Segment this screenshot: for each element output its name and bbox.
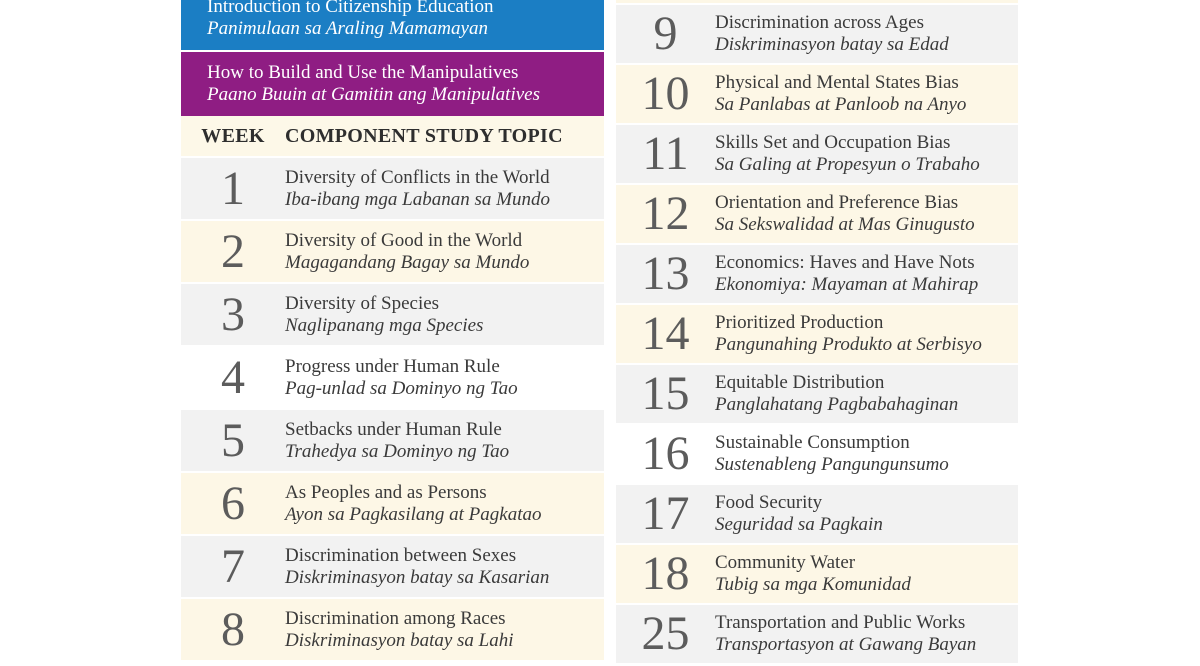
week-number: 3: [221, 287, 245, 341]
week-number: 8: [221, 602, 245, 656]
topic-filipino: Sustenableng Pangungunsumo: [715, 454, 949, 475]
topic-filipino: Sa Galing at Propesyun o Trabaho: [715, 154, 980, 175]
topic-english: Diversity of Species: [285, 292, 440, 314]
table-row: [616, 5, 1018, 63]
table-row: [616, 545, 1018, 603]
table-row: [181, 536, 604, 597]
week-number: 5: [221, 413, 245, 467]
table-header: [181, 116, 604, 156]
topic-filipino: Magagandang Bagay sa Mundo: [285, 251, 530, 273]
table-row: [181, 599, 604, 660]
topic-filipino: Sa Panlabas at Panloob na Anyo: [715, 94, 967, 115]
left-column: [181, 0, 604, 660]
manipulatives-banner-subtitle: Paano Buuin at Gamitin ang Manipulatives: [207, 84, 541, 105]
topic-english: Diversity of Conflicts in the World: [285, 166, 550, 188]
topic-filipino: Naglipanang mga Species: [285, 314, 484, 336]
topic-english: As Peoples and as Persons: [285, 481, 487, 503]
table-row: [181, 221, 604, 282]
topic-english: Equitable Distribution: [715, 372, 885, 393]
topic-column-header: COMPONENT STUDY TOPIC: [285, 124, 563, 147]
topic-english: Discrimination across Ages: [715, 12, 924, 33]
topic-english: Economics: Haves and Have Nots: [715, 252, 975, 273]
table-row: [616, 605, 1018, 663]
week-number: 15: [641, 367, 690, 420]
table-row: [181, 158, 604, 219]
week-number: 1: [221, 161, 245, 215]
week-number: 12: [641, 187, 690, 240]
week-number: 9: [653, 7, 678, 60]
week-number: 4: [221, 350, 245, 404]
topic-english: Discrimination between Sexes: [285, 544, 517, 566]
week-number: 6: [221, 476, 245, 530]
topic-english: Setbacks under Human Rule: [285, 418, 502, 440]
intro-banner: [181, 0, 604, 50]
table-row: [616, 365, 1018, 423]
topic-english: Transportation and Public Works: [715, 612, 966, 633]
topic-english: Food Security: [715, 492, 823, 513]
table-row: [181, 284, 604, 345]
topic-filipino: Diskriminasyon batay sa Kasarian: [285, 566, 550, 588]
topic-filipino: Transportasyon at Gawang Bayan: [715, 634, 977, 655]
topic-filipino: Iba-ibang mga Labanan sa Mundo: [285, 188, 550, 210]
week-number: 2: [221, 224, 245, 278]
table-row: [616, 185, 1018, 243]
topic-english: Prioritized Production: [715, 312, 884, 333]
topic-english: Skills Set and Occupation Bias: [715, 132, 951, 153]
topic-english: Orientation and Preference Bias: [715, 192, 959, 213]
topic-filipino: Diskriminasyon batay sa Lahi: [285, 629, 514, 651]
week-number: 18: [641, 547, 690, 600]
week-number: 14: [641, 307, 690, 360]
table-row: [616, 425, 1018, 483]
topic-english: Community Water: [715, 552, 856, 573]
table-row: [616, 485, 1018, 543]
topic-english: Progress under Human Rule: [285, 355, 500, 377]
topic-filipino: Diskriminasyon batay sa Edad: [715, 34, 949, 55]
topic-filipino: Ayon sa Pagkasilang at Pagkatao: [285, 503, 542, 525]
week-number: 11: [642, 127, 689, 180]
week-column-header: WEEK: [201, 124, 265, 147]
top-strip: [616, 0, 1018, 3]
week-number: 13: [641, 247, 690, 300]
topic-filipino: Seguridad sa Pagkain: [715, 514, 883, 535]
topic-filipino: Sa Sekswalidad at Mas Ginugusto: [715, 214, 975, 235]
table-row: [616, 245, 1018, 303]
topic-english: Physical and Mental States Bias: [715, 72, 959, 93]
manipulatives-banner: [181, 52, 604, 116]
week-number: 7: [221, 539, 245, 593]
table-row: [181, 410, 604, 471]
topic-english: Sustainable Consumption: [715, 432, 910, 453]
week-number: 17: [641, 487, 690, 540]
right-column: [616, 0, 1018, 663]
topic-english: Diversity of Good in the World: [285, 229, 523, 251]
table-row: [616, 305, 1018, 363]
table-row: [616, 125, 1018, 183]
intro-banner-title: Introduction to Citizenship Education: [207, 0, 494, 17]
topic-english: Discrimination among Races: [285, 607, 506, 629]
week-number: 10: [641, 67, 690, 120]
table-row: [616, 65, 1018, 123]
week-number: 16: [641, 427, 690, 480]
manipulatives-banner-title: How to Build and Use the Manipulatives: [207, 62, 519, 83]
week-number: 25: [641, 607, 690, 660]
table-row: [181, 473, 604, 534]
topic-filipino: Tubig sa mga Komunidad: [715, 574, 911, 595]
topic-filipino: Pag-unlad sa Dominyo ng Tao: [285, 377, 518, 399]
topic-filipino: Ekonomiya: Mayaman at Mahirap: [715, 274, 979, 295]
intro-banner-subtitle: Panimulaan sa Araling Mamamayan: [207, 18, 488, 39]
topic-filipino: Trahedya sa Dominyo ng Tao: [285, 440, 510, 462]
topic-filipino: Panglahatang Pagbabahaginan: [715, 394, 959, 415]
topic-filipino: Pangunahing Produkto at Serbisyo: [715, 334, 982, 355]
table-row: [181, 347, 604, 408]
